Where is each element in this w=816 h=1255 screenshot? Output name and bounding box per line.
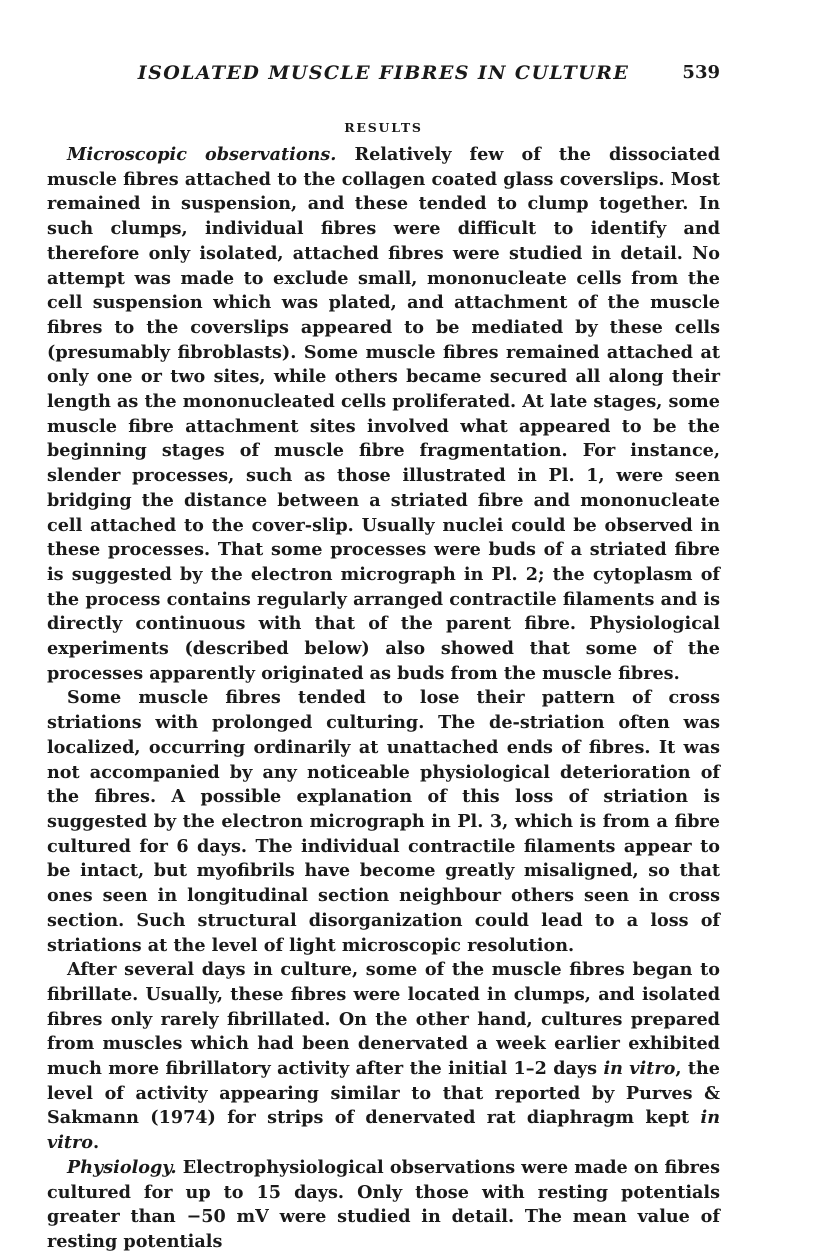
paragraph-text: Relatively few of the dissociated muscle fibres attached to the collagen coated glass coverslips. Most remained in suspension, and these tended to clump together. In such clumps, individual fibres were difficult to identify and therefore only isolated, attached fibres were studied in detail. No attempt was made to exclude small, mononucleate cells from the cell suspension which was plated, and attachment of the muscle fibres to the coverslips appeared to be mediated by these cells (presumably fibroblasts). Some muscle fibres remained attached at only one or two sites, while others became secured all along their length as the mononucleated cells proliferated. At late stages, some muscle fibre attachment sites involved what appeared to be the beginning stages of muscle fibre fragmentation. For instance, slender processes, such as those illustrated in Pl. 1, were seen bridging the distance between a striated fibre and mononucleate cell attached to the cover-slip. Usually nuclei could be observed in these processes. That some processes were buds of a striated fibre is suggested by the electron micrograph in Pl. 2; the cytoplasm of the process contains regularly arranged contractile filaments and is directly continuous with that of the parent fibre. Physiological experiments (described below) also showed that some of the processes apparently originated as buds from the muscle fibres.: [47, 144, 720, 684]
paragraph-text: After several days in culture, some of the muscle fibres began to fibrillate. Usually, these fibres were located in clumps, and isolated fibres only rarely fibrillated. On the other hand, cultures prepared from muscles which had been denervated a week earlier exhibited much more fibrillatory activity after the initial 1–2 days: [47, 959, 720, 1080]
paragraph-text: Some muscle fibres tended to lose their pattern of cross striations with prolonged culturing. The de-striation often was localized, occurring ordinarily at unattached ends of fibres. It was not accompanied by any noticeable physiological deterioration of the fibres. A possible explanation of this loss of striation is suggested by the electron micrograph in Pl. 3, which is from a fibre cultured for 6 days. The individual contractile filaments appear to be intact, but myofibrils have become greatly misaligned, so that ones seen in longitudinal section neighbour others seen in cross section. Such structural disorganization could lead to a loss of striations at the level of light microscopic resolution.: [47, 687, 720, 956]
page-number: 539: [682, 62, 720, 83]
paragraph-physiology: [47, 1156, 720, 1255]
section-heading: RESULTS: [344, 120, 423, 135]
paragraph-text: Electrophysiological observations were made on fibres cultured for up to 15 days. Only those with resting potentials greater than −50 mV were studied in detail. The mean value of resting potentials: [47, 1156, 720, 1252]
paragraph-microscopic-observations: [47, 143, 720, 686]
paragraph-text: .: [93, 1132, 100, 1154]
italic-term: in vitro: [47, 1107, 720, 1154]
run-in-heading: Microscopic observations.: [67, 144, 337, 165]
italic-term: in vitro: [603, 1058, 676, 1080]
paragraph-text: , the level of activity appearing similar to that reported by Purves & Sakmann (1974) for strips of denervated rat diaphragm kept: [47, 1058, 720, 1129]
page: [47, 58, 720, 1255]
paragraph-fibrillation: [47, 958, 720, 1156]
run-in-heading: Physiology.: [67, 1156, 177, 1178]
running-title: ISOLATED MUSCLE FIBRES IN CULTURE: [137, 62, 630, 84]
running-head: [47, 58, 720, 88]
paragraph-destriation: [47, 686, 720, 958]
